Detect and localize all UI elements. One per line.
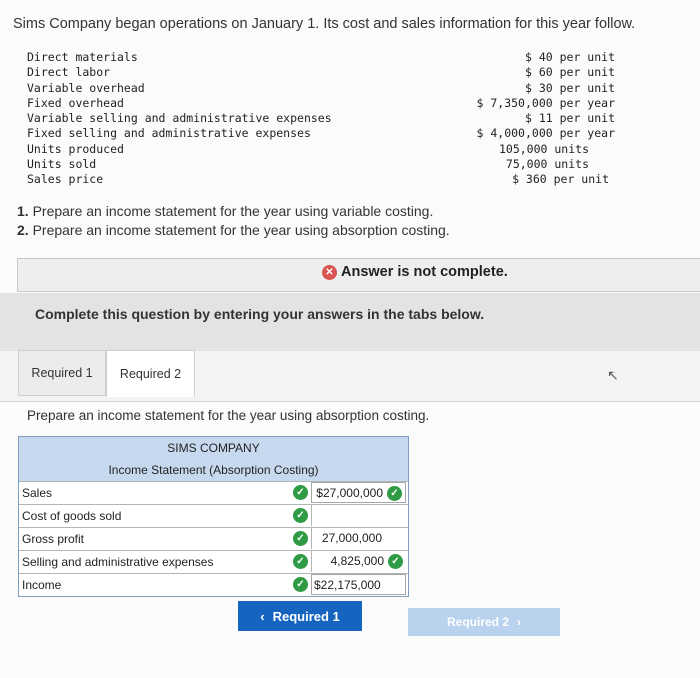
- tab-prompt: Prepare an income statement for the year using absorption costing.: [27, 408, 430, 423]
- instruction-text: Complete this question by entering your answers in the tabs below.: [35, 306, 485, 322]
- cost-label: Fixed overhead: [27, 95, 124, 110]
- cost-row: [27, 126, 615, 141]
- row-label[interactable]: Income: [22, 578, 62, 592]
- row-label[interactable]: Gross profit: [22, 532, 85, 546]
- row-label[interactable]: Selling and administrative expenses: [22, 555, 214, 569]
- cost-row: [27, 111, 615, 126]
- cost-value: $ 30 per unit: [524, 80, 615, 95]
- question-item: 2. Prepare an income statement for the year using absorption costing.: [17, 222, 450, 238]
- cost-value: $ 7,350,000 per year: [476, 95, 615, 110]
- check-icon: ✓: [293, 577, 308, 592]
- statement-title: Income Statement (Absorption Costing): [108, 463, 319, 477]
- next-required-button[interactable]: Required 2 ›: [408, 608, 560, 636]
- table-row: [19, 527, 408, 550]
- question-item: 1. Prepare an income statement for the year using variable costing.: [17, 203, 434, 219]
- cost-row: [27, 81, 615, 96]
- statement-header: [19, 437, 408, 481]
- cost-label: Variable selling and administrative expenses: [27, 111, 332, 126]
- check-icon: ✓: [388, 554, 403, 569]
- tab-required-1[interactable]: Required 1: [18, 350, 106, 396]
- cost-row: [27, 157, 615, 172]
- chevron-left-icon: ‹: [260, 608, 265, 624]
- status-text: Answer is not complete.: [341, 264, 508, 280]
- question-list: [17, 202, 450, 240]
- cost-value: $ 11 per unit: [524, 111, 615, 126]
- tab-required-2[interactable]: Required 2: [106, 350, 195, 397]
- cost-label: Sales price: [27, 172, 104, 187]
- cost-label: Fixed selling and administrative expenses: [27, 126, 311, 141]
- cost-value: $ 60 per unit: [524, 65, 615, 80]
- chevron-right-icon: ›: [517, 615, 521, 629]
- amount-input[interactable]: 4,825,000 ✓: [311, 551, 406, 572]
- cost-value: $ 360 per unit: [512, 172, 609, 187]
- cost-label: Units produced: [27, 141, 124, 156]
- cost-row: [27, 50, 615, 65]
- row-label[interactable]: Sales: [22, 486, 53, 500]
- check-icon: ✓: [293, 508, 308, 523]
- cost-value: $ 40 per unit: [524, 50, 615, 64]
- table-row: [19, 573, 408, 596]
- answer-status: [322, 264, 508, 280]
- check-icon: ✓: [293, 531, 308, 546]
- amount-input[interactable]: $27,000,000 ✓: [311, 482, 406, 503]
- check-icon: ✓: [293, 485, 308, 500]
- cost-value: 105,000 units: [498, 141, 589, 156]
- cost-row: [27, 172, 615, 187]
- company-name: SIMS COMPANY: [167, 441, 260, 455]
- cost-label: Variable overhead: [27, 80, 145, 95]
- check-icon: ✓: [293, 554, 308, 569]
- table-row: [19, 481, 408, 504]
- check-icon: ✓: [387, 486, 402, 501]
- cost-label: Units sold: [27, 157, 97, 172]
- amount-input[interactable]: [311, 505, 406, 526]
- instruction-band: [0, 293, 700, 351]
- cost-label: Direct materials: [27, 50, 138, 64]
- error-x-icon: ✕: [322, 265, 337, 280]
- amount-input[interactable]: $22,175,000: [311, 574, 406, 595]
- row-label[interactable]: Cost of goods sold: [22, 509, 122, 523]
- mouse-cursor-icon: ↖: [607, 367, 619, 383]
- table-row: [19, 550, 408, 573]
- income-statement-table: [18, 436, 409, 597]
- table-row: [19, 504, 408, 527]
- problem-intro: Sims Company began operations on January 1. Its cost and sales information for this year follow.: [13, 16, 636, 32]
- amount-input[interactable]: 27,000,000: [311, 528, 406, 549]
- cost-row: [27, 142, 615, 157]
- cost-info-table: [27, 50, 615, 188]
- prev-required-button[interactable]: ‹ Required 1: [238, 601, 362, 631]
- cost-value: 75,000 units: [505, 157, 589, 172]
- cost-row: [27, 65, 615, 80]
- cost-row: [27, 96, 615, 111]
- cost-value: $ 4,000,000 per year: [476, 126, 615, 141]
- cost-label: Direct labor: [27, 65, 111, 80]
